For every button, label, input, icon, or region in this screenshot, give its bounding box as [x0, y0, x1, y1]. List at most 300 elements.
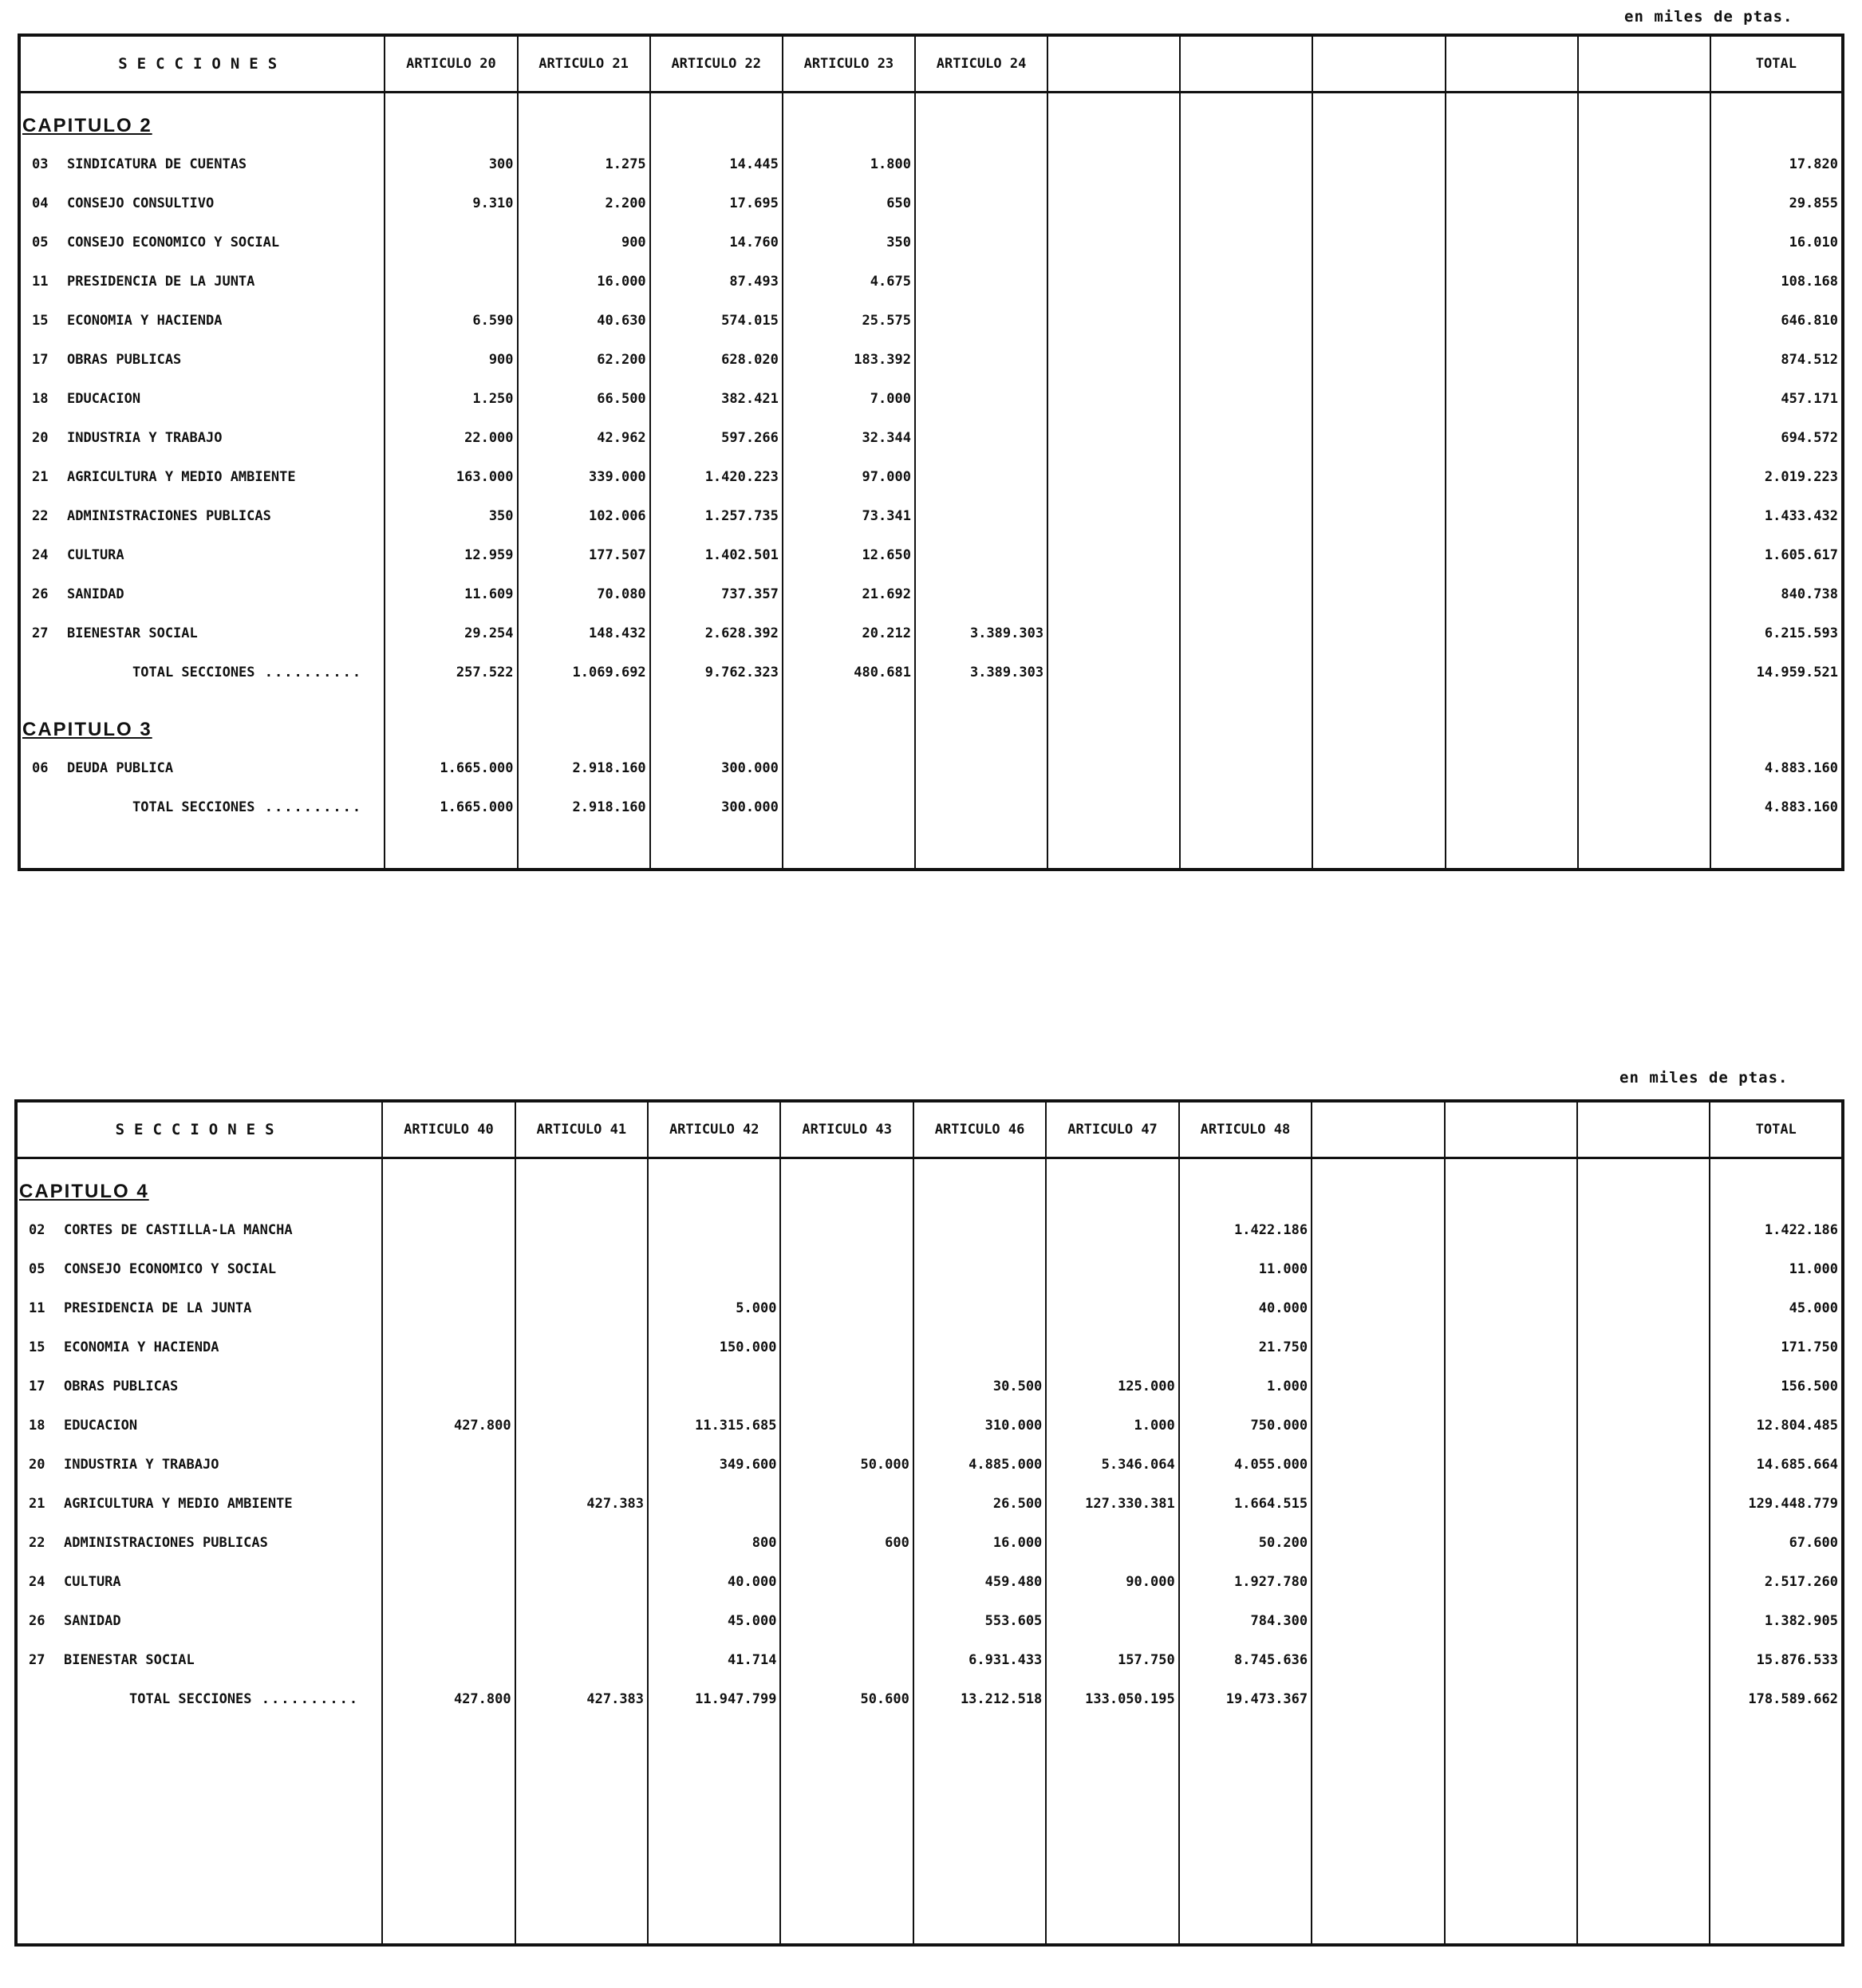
section-name: SINDICATURA DE CUENTAS [67, 156, 247, 172]
section-row-label [21, 223, 384, 262]
header-secciones: SECCIONES [21, 37, 385, 93]
column-inner-3 [651, 93, 782, 868]
header-secciones: SECCIONES [18, 1102, 382, 1158]
section-row-label [21, 575, 384, 614]
value-cell: 16.000 [992, 1535, 1043, 1551]
value-cell: 97.000 [862, 469, 911, 485]
value-cell: 127.330.381 [1085, 1496, 1175, 1512]
header-col-1: ARTICULO 40 [382, 1102, 515, 1158]
section-name: DEUDA PUBLICA [67, 760, 174, 776]
section-name: BIENESTAR SOCIAL [64, 1652, 195, 1668]
value-cell: 8.745.636 [1234, 1652, 1308, 1668]
row-total-cell: 874.512 [1781, 352, 1838, 368]
section-row-label [18, 1563, 381, 1602]
total-cell: 257.522 [456, 665, 514, 680]
header-col-9 [1445, 1102, 1577, 1158]
value-cell: 1.665.000 [440, 760, 514, 776]
value-cell: 4.675 [870, 274, 911, 290]
section-name: OBRAS PUBLICAS [67, 352, 182, 368]
section-name: CONSEJO CONSULTIVO [67, 195, 215, 211]
column-inner-2 [516, 1159, 647, 1943]
section-row-label [18, 1211, 381, 1250]
value-cell: 14.445 [729, 156, 779, 172]
value-cell: 11.000 [1258, 1261, 1308, 1277]
section-row-label [21, 614, 384, 653]
column-4 [783, 93, 915, 869]
section-code: 20 [32, 430, 49, 446]
row-total-cell: 129.448.779 [1748, 1496, 1838, 1512]
value-cell: 900 [488, 352, 514, 368]
value-cell: 30.500 [992, 1379, 1043, 1394]
value-cell: 427.383 [586, 1496, 645, 1512]
section-code: 21 [29, 1496, 45, 1512]
section-row-label [18, 1446, 381, 1485]
column-inner-6 [1047, 1159, 1178, 1943]
header-col-4: ARTICULO 23 [783, 37, 915, 93]
value-cell: 2.628.392 [704, 625, 779, 641]
section-name: PRESIDENCIA DE LA JUNTA [67, 274, 255, 290]
value-cell: 70.080 [597, 586, 646, 602]
value-cell: 40.000 [728, 1574, 777, 1590]
section-code: 15 [29, 1339, 45, 1355]
section-row-label [18, 1328, 381, 1367]
header-col-7 [1180, 37, 1312, 93]
row-total-cell: 694.572 [1781, 430, 1838, 446]
section-code: 02 [29, 1222, 45, 1238]
value-cell: 4.885.000 [968, 1457, 1043, 1473]
column-10 [1578, 93, 1710, 869]
header-total: TOTAL [1710, 1102, 1841, 1158]
value-cell: 310.000 [984, 1418, 1043, 1434]
column-inner-1 [385, 93, 516, 868]
table-panel-chapters-2-3 [18, 34, 1844, 871]
value-cell: 1.800 [870, 156, 911, 172]
section-name: ADMINISTRACIONES PUBLICAS [64, 1535, 268, 1551]
section-row-label [21, 380, 384, 419]
value-cell: 11.315.685 [695, 1418, 777, 1434]
header-col-5: ARTICULO 46 [913, 1102, 1046, 1158]
section-row-label [18, 1524, 381, 1563]
value-cell: 32.344 [862, 430, 911, 446]
header-col-2: ARTICULO 21 [518, 37, 650, 93]
column-9 [1445, 1158, 1577, 1944]
section-row-label [21, 262, 384, 302]
column-0 [18, 1158, 382, 1944]
column-3 [648, 1158, 780, 1944]
section-code: 27 [32, 625, 49, 641]
section-row-label [21, 419, 384, 458]
total-row-label [21, 788, 384, 827]
value-cell: 1.422.186 [1234, 1222, 1308, 1238]
column-10 [1577, 1158, 1710, 1944]
value-cell: 90.000 [1126, 1574, 1175, 1590]
chapter-title: CAPITULO 3 [22, 719, 152, 740]
budget-table-2 [18, 1102, 1841, 1943]
leader-dots: .......... [254, 665, 363, 680]
section-name: OBRAS PUBLICAS [64, 1379, 179, 1394]
section-code: 11 [29, 1300, 45, 1316]
total-cell: 1.665.000 [440, 799, 514, 815]
column-inner-3 [649, 1159, 779, 1943]
section-row-label [21, 184, 384, 223]
value-cell: 22.000 [464, 430, 514, 446]
value-cell: 900 [621, 235, 646, 250]
column-0 [21, 93, 385, 869]
value-cell: 73.341 [862, 508, 911, 524]
row-total-cell: 840.738 [1781, 586, 1838, 602]
value-cell: 6.590 [472, 313, 514, 329]
column-11 [1710, 1158, 1841, 1944]
section-code: 11 [32, 274, 49, 290]
value-cell: 5.000 [736, 1300, 777, 1316]
total-cell: 19.473.367 [1225, 1691, 1308, 1707]
row-total-cell: 12.804.485 [1756, 1418, 1838, 1434]
row-total-cell: 2.517.260 [1764, 1574, 1838, 1590]
section-name: EDUCACION [67, 391, 141, 407]
value-cell: 800 [752, 1535, 777, 1551]
section-code: 17 [29, 1379, 45, 1394]
column-8 [1312, 93, 1445, 869]
column-2 [515, 1158, 648, 1944]
total-cell: 1.069.692 [572, 665, 646, 680]
value-cell: 183.392 [854, 352, 911, 368]
section-code: 27 [29, 1652, 45, 1668]
grand-total-cell: 4.883.160 [1764, 799, 1838, 815]
value-cell: 177.507 [589, 547, 646, 563]
budget-table-1 [21, 37, 1841, 868]
column-inner-10 [1578, 1159, 1709, 1943]
section-code: 05 [32, 235, 49, 250]
total-row-label [21, 653, 384, 692]
column-7 [1180, 93, 1312, 869]
column-4 [780, 1158, 913, 1944]
header-col-8 [1312, 1102, 1444, 1158]
row-total-cell: 2.019.223 [1764, 469, 1838, 485]
value-cell: 66.500 [597, 391, 646, 407]
value-cell: 628.020 [721, 352, 779, 368]
section-code: 06 [32, 760, 49, 776]
value-cell: 14.760 [729, 235, 779, 250]
section-name: BIENESTAR SOCIAL [67, 625, 198, 641]
section-row-label [18, 1485, 381, 1524]
column-3 [650, 93, 783, 869]
column-1 [382, 1158, 515, 1944]
value-cell: 553.605 [984, 1613, 1043, 1629]
row-total-cell: 29.855 [1789, 195, 1838, 211]
value-cell: 102.006 [589, 508, 646, 524]
column-inner-4 [783, 93, 914, 868]
value-cell: 42.962 [597, 430, 646, 446]
value-cell: 1.257.735 [704, 508, 779, 524]
chapter-title: CAPITULO 4 [19, 1181, 149, 1202]
section-code: 03 [32, 156, 49, 172]
header-col-6 [1047, 37, 1180, 93]
column-inner-5 [914, 1159, 1045, 1943]
header-col-3: ARTICULO 42 [648, 1102, 780, 1158]
row-total-cell: 67.600 [1789, 1535, 1838, 1551]
section-name: CONSEJO ECONOMICO Y SOCIAL [64, 1261, 277, 1277]
header-col-7: ARTICULO 48 [1179, 1102, 1312, 1158]
value-cell: 350 [488, 508, 514, 524]
section-name: SANIDAD [67, 586, 124, 602]
section-name: INDUSTRIA Y TRABAJO [64, 1457, 219, 1473]
section-name: INDUSTRIA Y TRABAJO [67, 430, 223, 446]
value-cell: 11.609 [464, 586, 514, 602]
total-row-label [18, 1680, 381, 1719]
header-col-1: ARTICULO 20 [385, 37, 517, 93]
grand-total-cell: 14.959.521 [1756, 665, 1838, 680]
value-cell: 12.650 [862, 547, 911, 563]
value-cell: 382.421 [721, 391, 779, 407]
section-code: 26 [29, 1613, 45, 1629]
column-9 [1446, 93, 1578, 869]
section-code: 15 [32, 313, 49, 329]
value-cell: 1.927.780 [1234, 1574, 1308, 1590]
value-cell: 21.692 [862, 586, 911, 602]
column-5 [915, 93, 1047, 869]
header-col-6: ARTICULO 47 [1046, 1102, 1178, 1158]
value-cell: 6.931.433 [968, 1652, 1043, 1668]
value-cell: 25.575 [862, 313, 911, 329]
value-cell: 300.000 [721, 760, 779, 776]
header-col-9 [1446, 37, 1578, 93]
value-cell: 7.000 [870, 391, 911, 407]
total-cell: 50.600 [860, 1691, 909, 1707]
value-cell: 41.714 [728, 1652, 777, 1668]
row-total-cell: 171.750 [1781, 1339, 1838, 1355]
value-cell: 1.000 [1266, 1379, 1308, 1394]
section-code: 21 [32, 469, 49, 485]
total-cell: 2.918.160 [572, 799, 646, 815]
value-cell: 50.000 [860, 1457, 909, 1473]
value-cell: 2.918.160 [572, 760, 646, 776]
column-inner-7 [1181, 93, 1312, 868]
section-name: CULTURA [64, 1574, 121, 1590]
value-cell: 350 [886, 235, 911, 250]
value-cell: 600 [885, 1535, 909, 1551]
column-1 [385, 93, 517, 869]
section-code: 20 [29, 1457, 45, 1473]
row-total-cell: 6.215.593 [1764, 625, 1838, 641]
row-total-cell: 1.605.617 [1764, 547, 1838, 563]
row-total-cell: 11.000 [1789, 1261, 1838, 1277]
value-cell: 339.000 [589, 469, 646, 485]
section-name: CULTURA [67, 547, 124, 563]
total-cell: 11.947.799 [695, 1691, 777, 1707]
value-cell: 1.664.515 [1234, 1496, 1308, 1512]
section-code: 22 [29, 1535, 45, 1551]
section-row-label [18, 1250, 381, 1289]
column-inner-10 [1579, 93, 1710, 868]
total-cell: 427.383 [586, 1691, 645, 1707]
value-cell: 148.432 [589, 625, 646, 641]
column-inner-8 [1312, 1159, 1443, 1943]
table-panel-chapter-4 [14, 1099, 1844, 1947]
value-cell: 650 [886, 195, 911, 211]
column-inner-0 [21, 93, 384, 868]
row-total-cell: 1.433.432 [1764, 508, 1838, 524]
section-row-label [18, 1289, 381, 1328]
total-cell: 9.762.323 [704, 665, 779, 680]
value-cell: 737.357 [721, 586, 779, 602]
column-5 [913, 1158, 1046, 1944]
value-cell: 12.959 [464, 547, 514, 563]
value-cell: 1.275 [605, 156, 646, 172]
value-cell: 26.500 [992, 1496, 1043, 1512]
row-total-cell: 156.500 [1781, 1379, 1838, 1394]
section-name: AGRICULTURA Y MEDIO AMBIENTE [67, 469, 296, 485]
row-total-cell: 14.685.664 [1756, 1457, 1838, 1473]
column-inner-9 [1446, 93, 1577, 868]
header-col-10 [1577, 1102, 1710, 1158]
row-total-cell: 1.382.905 [1764, 1613, 1838, 1629]
column-inner-8 [1313, 93, 1444, 868]
section-name: SANIDAD [64, 1613, 121, 1629]
header-col-4: ARTICULO 43 [780, 1102, 913, 1158]
leader-dots: .......... [254, 799, 363, 815]
column-inner-11 [1710, 1159, 1841, 1943]
total-label-text: TOTAL SECCIONES [132, 799, 255, 815]
section-row-label [21, 536, 384, 575]
leader-dots: .......... [251, 1691, 360, 1707]
value-cell: 427.800 [453, 1418, 511, 1434]
value-cell: 574.015 [721, 313, 779, 329]
section-row-label [18, 1641, 381, 1680]
value-cell: 17.695 [729, 195, 779, 211]
chapter-title: CAPITULO 2 [22, 115, 152, 136]
row-total-cell: 45.000 [1789, 1300, 1838, 1316]
row-total-cell: 108.168 [1781, 274, 1838, 290]
row-total-cell: 17.820 [1789, 156, 1838, 172]
value-cell: 459.480 [984, 1574, 1043, 1590]
grand-total-cell: 178.589.662 [1748, 1691, 1838, 1707]
total-cell: 3.389.303 [969, 665, 1044, 680]
section-name: PRESIDENCIA DE LA JUNTA [64, 1300, 252, 1316]
value-cell: 9.310 [472, 195, 514, 211]
value-cell: 45.000 [728, 1613, 777, 1629]
total-label-text: TOTAL SECCIONES [132, 665, 255, 680]
value-cell: 349.600 [719, 1457, 777, 1473]
section-row-label [18, 1367, 381, 1406]
column-inner-11 [1711, 93, 1841, 868]
value-cell: 163.000 [456, 469, 514, 485]
section-name: ECONOMIA Y HACIENDA [64, 1339, 219, 1355]
value-cell: 20.212 [862, 625, 911, 641]
header-col-8 [1312, 37, 1445, 93]
total-cell: 427.800 [453, 1691, 511, 1707]
column-inner-5 [916, 93, 1047, 868]
header-col-5: ARTICULO 24 [915, 37, 1047, 93]
header-total: TOTAL [1710, 37, 1841, 93]
column-8 [1312, 1158, 1444, 1944]
section-code: 04 [32, 195, 49, 211]
value-cell: 597.266 [721, 430, 779, 446]
column-inner-0 [18, 1159, 381, 1943]
header-col-2: ARTICULO 41 [515, 1102, 648, 1158]
section-code: 22 [32, 508, 49, 524]
column-7 [1179, 1158, 1312, 1944]
column-6 [1046, 1158, 1178, 1944]
row-total-cell: 4.883.160 [1764, 760, 1838, 776]
section-code: 05 [29, 1261, 45, 1277]
value-cell: 3.389.303 [969, 625, 1044, 641]
section-row-label [21, 458, 384, 497]
value-cell: 2.200 [605, 195, 646, 211]
row-total-cell: 16.010 [1789, 235, 1838, 250]
value-cell: 750.000 [1250, 1418, 1308, 1434]
column-inner-4 [781, 1159, 912, 1943]
column-inner-1 [383, 1159, 514, 1943]
row-total-cell: 1.422.186 [1764, 1222, 1838, 1238]
column-inner-6 [1048, 93, 1179, 868]
value-cell: 16.000 [597, 274, 646, 290]
value-cell: 150.000 [719, 1339, 777, 1355]
value-cell: 125.000 [1118, 1379, 1175, 1394]
section-row-label [21, 497, 384, 536]
section-code: 18 [32, 391, 49, 407]
section-row-label [21, 302, 384, 341]
value-cell: 157.750 [1118, 1652, 1175, 1668]
column-11 [1710, 93, 1841, 869]
section-name: EDUCACION [64, 1418, 138, 1434]
header-col-10 [1578, 37, 1710, 93]
value-cell: 5.346.064 [1101, 1457, 1175, 1473]
row-total-cell: 457.171 [1781, 391, 1838, 407]
value-cell: 300 [488, 156, 514, 172]
section-code: 24 [32, 547, 49, 563]
section-row-label [21, 341, 384, 380]
section-row-label [21, 145, 384, 184]
section-name: ECONOMIA Y HACIENDA [67, 313, 223, 329]
value-cell: 21.750 [1258, 1339, 1308, 1355]
section-code: 18 [29, 1418, 45, 1434]
section-row-label [18, 1602, 381, 1641]
section-code: 17 [32, 352, 49, 368]
value-cell: 40.630 [597, 313, 646, 329]
units-note-2: en miles de ptas. [1619, 1069, 1789, 1087]
column-6 [1047, 93, 1180, 869]
value-cell: 4.055.000 [1234, 1457, 1308, 1473]
units-note-1: en miles de ptas. [1624, 8, 1793, 26]
section-row-label [18, 1406, 381, 1446]
section-name: CONSEJO ECONOMICO Y SOCIAL [67, 235, 280, 250]
value-cell: 784.300 [1250, 1613, 1308, 1629]
column-2 [518, 93, 650, 869]
column-inner-9 [1446, 1159, 1576, 1943]
section-row-label [21, 749, 384, 788]
section-name: CORTES DE CASTILLA-LA MANCHA [64, 1222, 293, 1238]
value-cell: 1.000 [1134, 1418, 1175, 1434]
header-col-3: ARTICULO 22 [650, 37, 783, 93]
section-code: 24 [29, 1574, 45, 1590]
value-cell: 62.200 [597, 352, 646, 368]
value-cell: 1.420.223 [704, 469, 779, 485]
section-name: ADMINISTRACIONES PUBLICAS [67, 508, 271, 524]
total-cell: 13.212.518 [960, 1691, 1043, 1707]
total-cell: 480.681 [854, 665, 911, 680]
section-code: 26 [32, 586, 49, 602]
column-inner-2 [519, 93, 649, 868]
section-name: AGRICULTURA Y MEDIO AMBIENTE [64, 1496, 293, 1512]
row-total-cell: 15.876.533 [1756, 1652, 1838, 1668]
row-total-cell: 646.810 [1781, 313, 1838, 329]
total-cell: 133.050.195 [1085, 1691, 1175, 1707]
total-label-text: TOTAL SECCIONES [129, 1691, 252, 1707]
column-inner-7 [1180, 1159, 1311, 1943]
value-cell: 50.200 [1258, 1535, 1308, 1551]
value-cell: 40.000 [1258, 1300, 1308, 1316]
value-cell: 1.250 [472, 391, 514, 407]
